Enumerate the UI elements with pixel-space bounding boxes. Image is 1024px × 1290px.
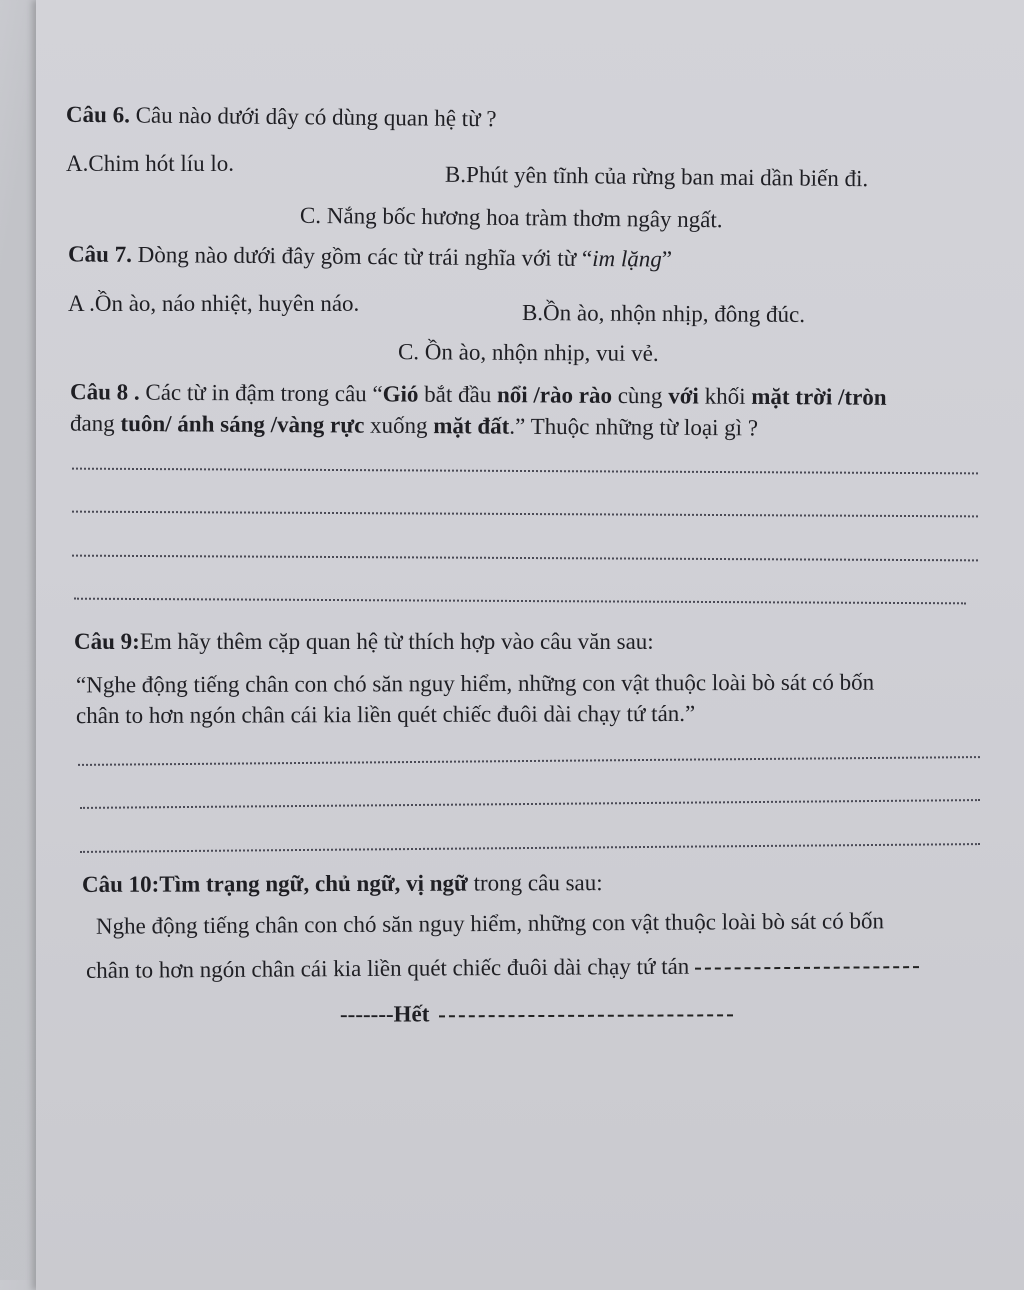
q9-text: Em hãy thêm cặp quan hệ từ thích hợp vào câu văn sau: — [139, 629, 654, 654]
q8-bold-3: với — [668, 383, 699, 409]
q10-sentence-line-2-text: chân to hơn ngón chân cái kia liền quét chiếc đuôi dài chạy tứ tán — [85, 953, 696, 983]
q8-text-6: xuống — [364, 412, 434, 439]
q8-text-1: Các từ in đậm trong câu “ — [139, 379, 383, 407]
q8-question-line-1 — [70, 380, 887, 409]
q8-label: Câu 8 . — [69, 379, 140, 405]
q8-text-3: cùng — [611, 382, 669, 409]
q10-bold-text: Tìm trạng ngữ, chủ ngữ, vị ngữ — [159, 870, 468, 897]
q7-close: ” — [661, 246, 673, 272]
q7-option-a: A .Ồn ào, náo nhiệt, huyên náo. — [68, 291, 360, 316]
q7-option-b: B.Ồn ào, nhộn nhịp, đông đúc. — [521, 300, 806, 327]
q10-sentence-line-1: Nghe động tiếng chân con chó săn nguy hiểm, những con vật thuộc loài bò sát có bốn — [95, 908, 884, 939]
q6-option-c: C. Nắng bốc hương hoa tràm thơm ngây ngất. — [299, 202, 723, 233]
q8-bold-2: nổi /rào rào — [496, 382, 613, 408]
q10-question — [82, 871, 603, 896]
q7-text: Dòng nào dưới đây gồm các từ trái nghĩa với từ “ — [131, 241, 593, 271]
q7-question — [68, 242, 672, 270]
end-dashes-left: ------- — [339, 1001, 394, 1027]
end-label: Hết — [393, 1001, 430, 1027]
q9-quote-line-1: “Nghe động tiếng chân con chó săn nguy hiểm, những con vật thuộc loài bò sát có bốn — [75, 669, 875, 698]
q7-label: Câu 7. — [67, 241, 133, 267]
q9-label: Câu 9: — [74, 629, 140, 654]
end-dashes-right — [439, 1014, 733, 1017]
q6-option-a: A.Chim hót líu lo. — [66, 151, 235, 176]
q8-bold-4: mặt trời /tròn — [751, 383, 887, 410]
q7-word: im lặng — [592, 245, 662, 272]
end-marker — [340, 1001, 733, 1025]
q8-bold-6: mặt đất — [433, 413, 510, 439]
q6-text: Câu nào dưới dây có dùng quan hệ từ ? — [129, 102, 497, 132]
q10-answer-blank — [695, 966, 919, 970]
q9-question — [74, 630, 654, 653]
q8-text-5: đang — [69, 410, 121, 436]
q7-option-c: C. Ồn ào, nhộn nhịp, vui vẻ. — [397, 339, 659, 366]
q8-text-7: .” Thuộc những từ loại gì ? — [509, 413, 759, 441]
q6-option-b: B.Phút yên tĩnh của rừng ban mai dần biến đi. — [444, 161, 869, 192]
q6-question — [66, 103, 497, 131]
q10-label: Câu 10: — [81, 871, 160, 897]
q8-bold-1: Gió — [382, 381, 419, 407]
q8-text-2: bắt đầu — [418, 381, 498, 408]
q6-label: Câu 6. — [65, 101, 131, 128]
q8-text-4: khối — [698, 383, 752, 409]
q9-quote-line-2: chân to hơn ngón chân cái kia liền quét chiếc đuôi dài chạy tứ tán.” — [75, 700, 696, 729]
q8-bold-5: tuôn/ ánh sáng /vàng rực — [120, 410, 365, 438]
q10-text: trong câu sau: — [467, 870, 603, 896]
q8-question-line-2 — [70, 412, 758, 440]
